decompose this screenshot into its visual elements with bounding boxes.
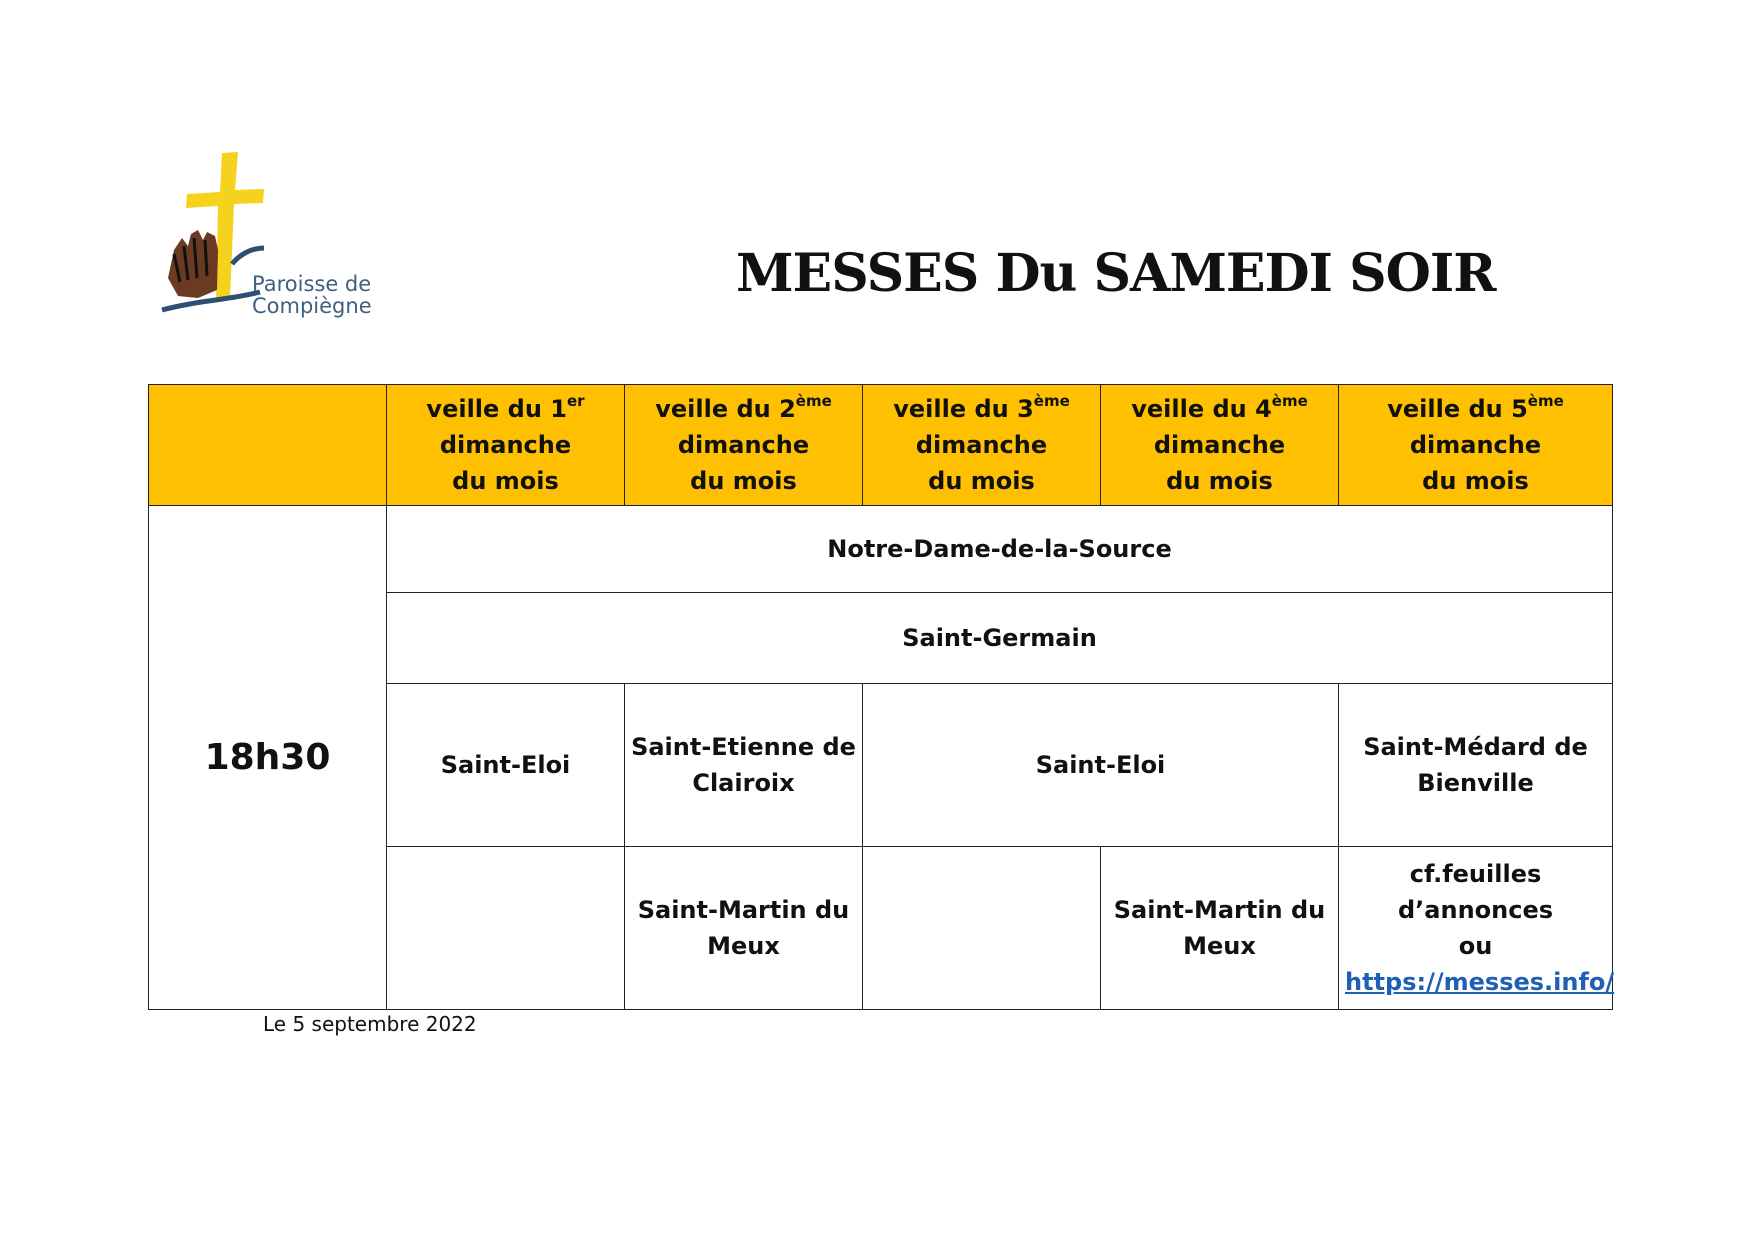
document-date: Le 5 septembre 2022 <box>263 1012 477 1036</box>
church-notre-dame-cell: Notre-Dame-de-la-Source <box>387 506 1613 593</box>
empty-cell <box>863 847 1101 1010</box>
announcements-cell: cf.feuilles d’annonces ou https://messes.info/ <box>1339 847 1613 1010</box>
parish-logo <box>160 150 390 325</box>
page-title: MESSES Du SAMEDI SOIR <box>736 243 1496 304</box>
mass-schedule-table <box>148 384 1613 1010</box>
header-row <box>149 385 1613 506</box>
church-saint-martin-week2-cell: Saint-Martin du Meux <box>625 847 863 1010</box>
church-saint-germain-cell: Saint-Germain <box>387 593 1613 684</box>
logo-text-line1: Paroisse de <box>252 272 372 296</box>
table-row <box>149 506 1613 593</box>
logo-text-line2: Compiègne <box>252 294 372 318</box>
header-week-3: veille du 3ème dimanche du mois <box>863 385 1101 506</box>
church-saint-martin-week4-cell: Saint-Martin du Meux <box>1101 847 1339 1010</box>
empty-cell <box>387 847 625 1010</box>
header-week-1: veille du 1er dimanche du mois <box>387 385 625 506</box>
header-week-5: veille du 5ème dimanche du mois <box>1339 385 1613 506</box>
header-empty-cell <box>149 385 387 506</box>
church-saint-eloi-week34-cell: Saint-Eloi <box>863 684 1339 847</box>
church-saint-medard-cell: Saint-Médard de Bienville <box>1339 684 1613 847</box>
header-week-4: veille du 4ème dimanche du mois <box>1101 385 1339 506</box>
church-saint-eloi-week1-cell: Saint-Eloi <box>387 684 625 847</box>
header-week-2: veille du 2ème dimanche du mois <box>625 385 863 506</box>
mass-time-cell: 18h30 <box>149 506 387 1010</box>
church-saint-etienne-cell: Saint-Etienne de Clairoix <box>625 684 863 847</box>
messes-info-link[interactable]: https://messes.info/ <box>1345 968 1615 996</box>
